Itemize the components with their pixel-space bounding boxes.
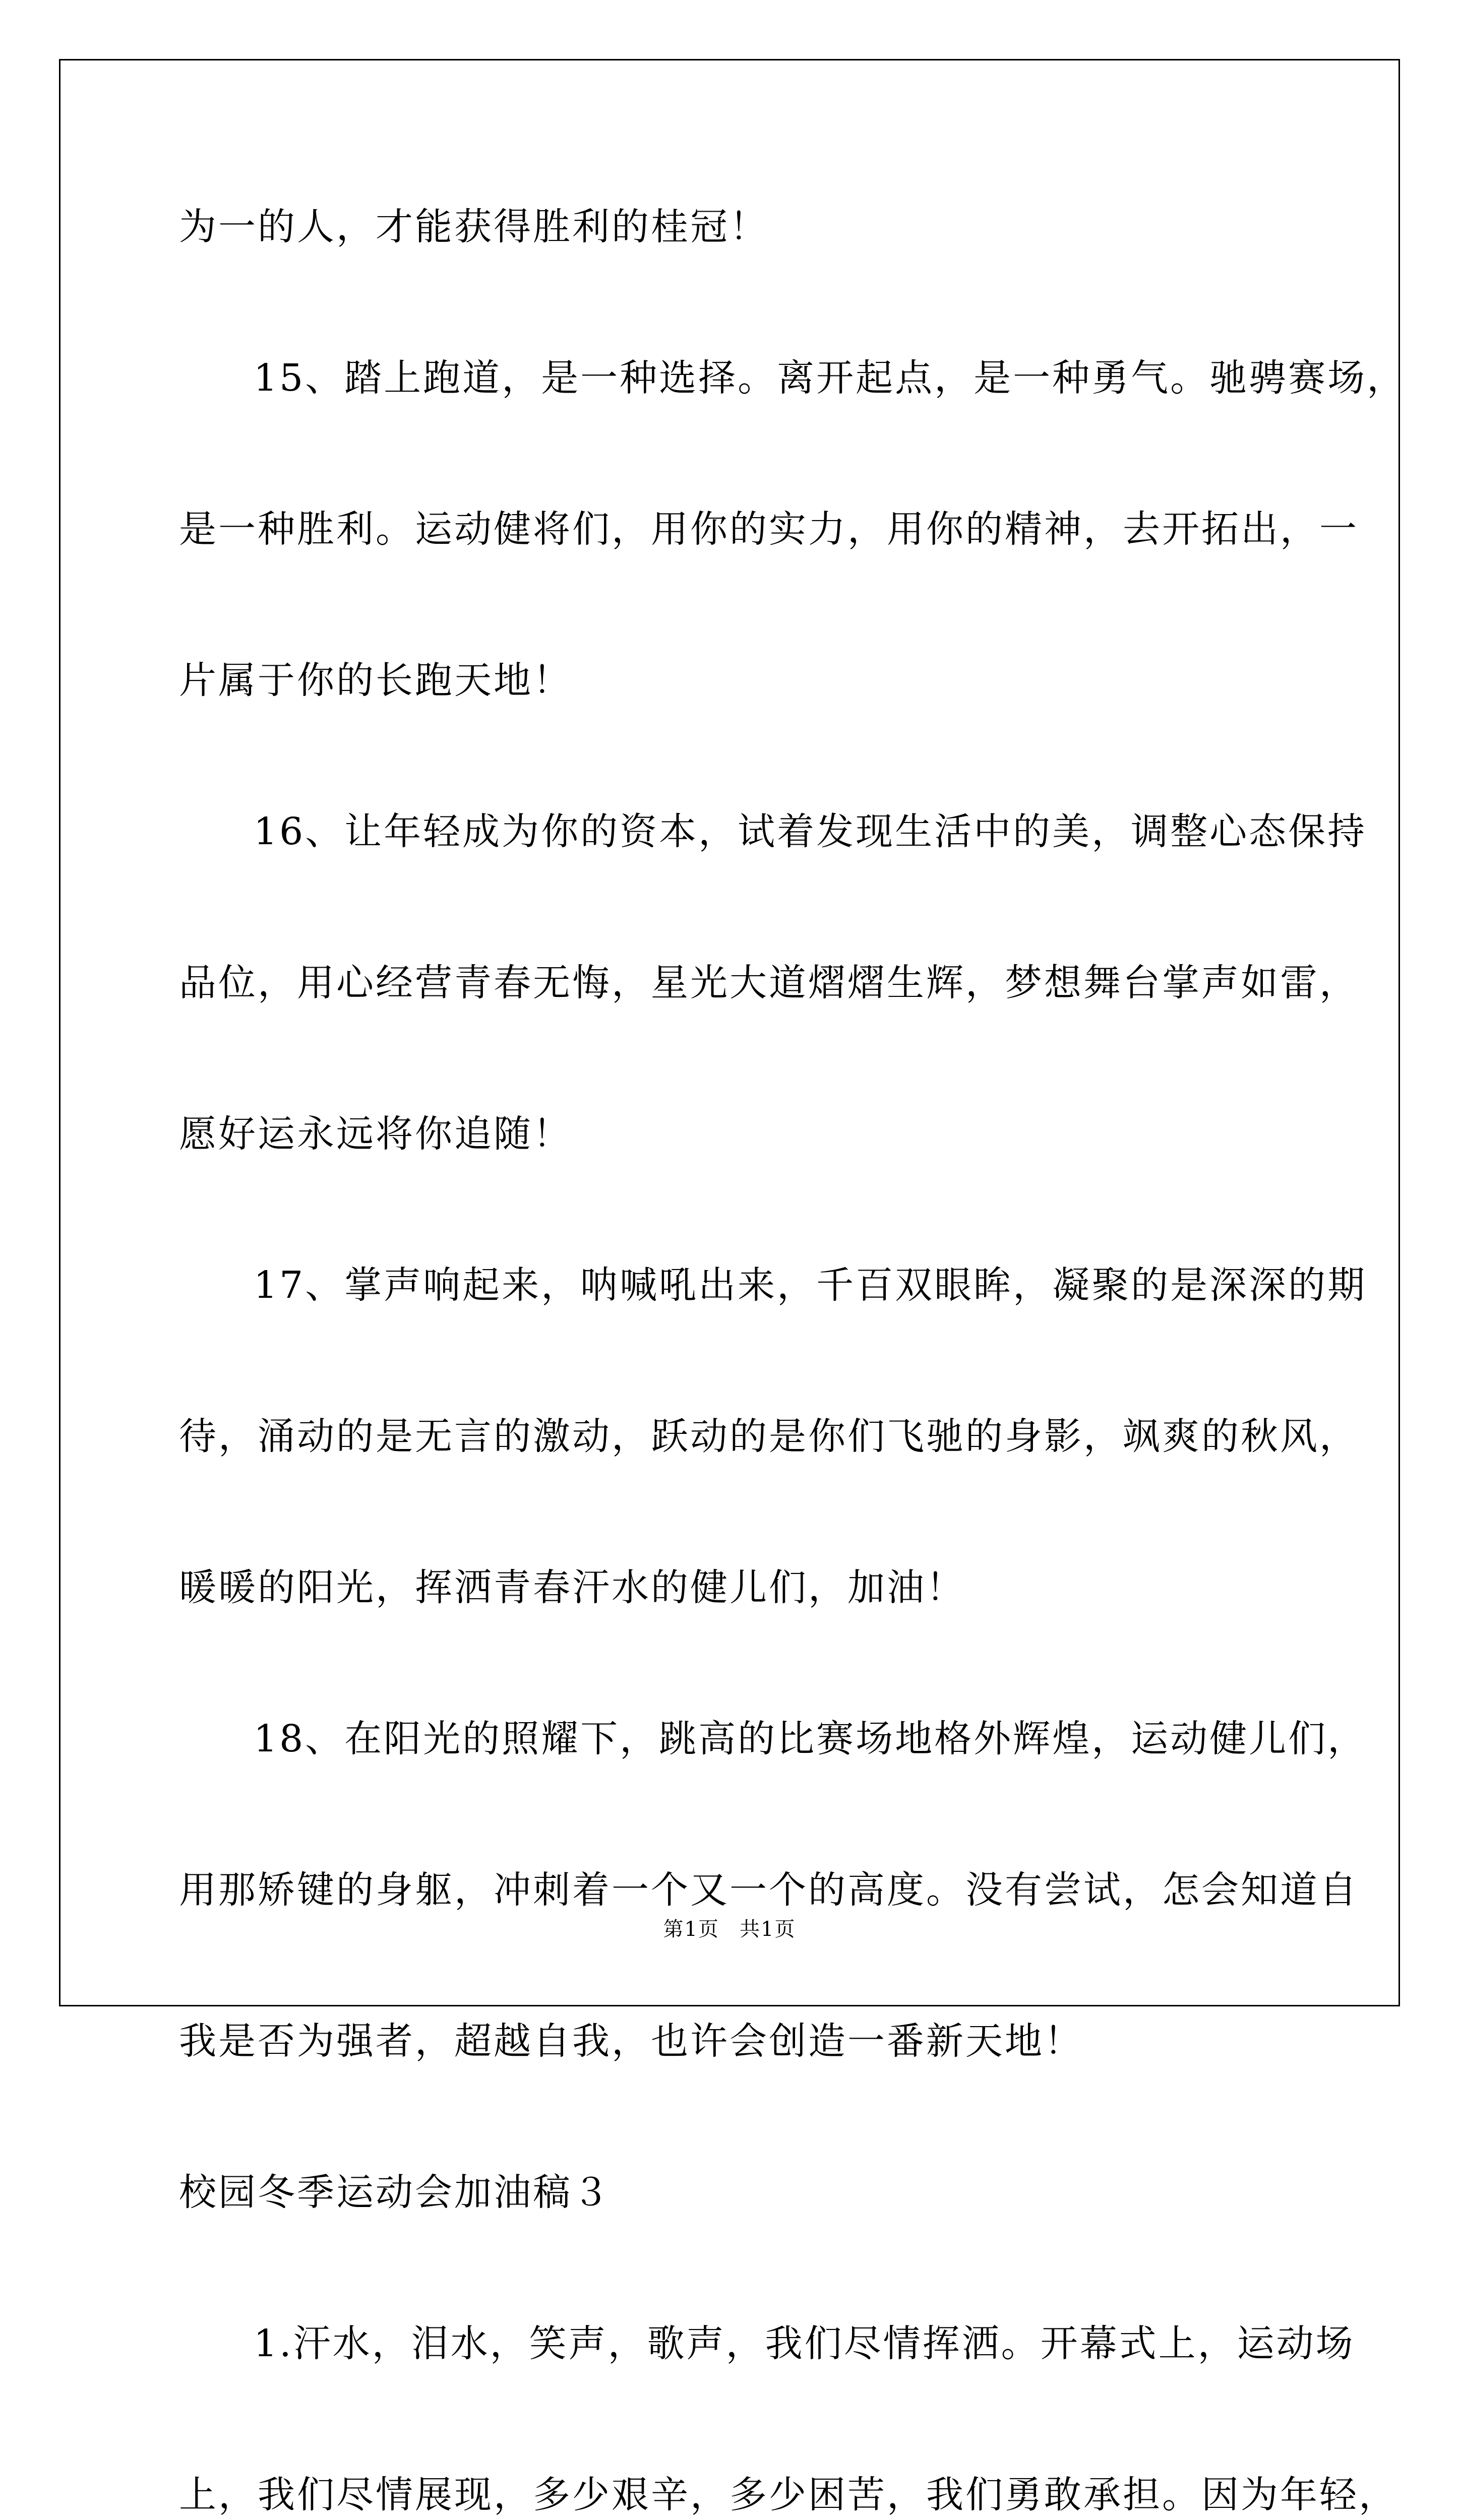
page-footer [0, 1914, 1459, 1944]
text-line: 为一的人，才能获得胜利的桂冠！ [179, 205, 769, 248]
paragraph-17-line-3: 暖暖的阳光，挥洒青春汗水的健儿们，加油！ [179, 1566, 965, 1609]
paragraph-18-line-2: 用那矫键的身躯，冲刺着一个又一个的高度。没有尝试，怎会知道自 [179, 1868, 1359, 1912]
page-total: 共1页 [740, 1918, 796, 1941]
paragraph-17-line-1: 17、掌声响起来，呐喊吼出来，千百双眼眸，凝聚的是深深的期 [254, 1264, 1367, 1307]
paragraph-15-line-1: 15、踏上跑道，是一种选择。离开起点，是一种勇气。驰骋赛场， [254, 356, 1407, 400]
paragraph-16-line-3: 愿好运永远将你追随！ [179, 1112, 572, 1156]
paragraph-1-line-2: 上，我们尽情展现，多少艰辛，多少困苦，我们勇敢承担。因为年轻， [179, 2473, 1398, 2516]
section-heading: 校园冬季运动会加油稿３ [179, 2171, 612, 2214]
paragraph-15-line-2: 是一种胜利。运动健将们，用你的实力，用你的精神，去开拓出，一 [179, 508, 1359, 551]
paragraph-18-line-3: 我是否为强者，超越自我，也许会创造一番新天地！ [179, 2020, 1083, 2063]
paragraph-17-line-2: 待，涌动的是无言的激动，跃动的是你们飞驰的身影，飒爽的秋风， [179, 1415, 1359, 1458]
page-number: 第1页 [663, 1918, 719, 1941]
document-body [179, 194, 1407, 2520]
paragraph-15-line-3: 片属于你的长跑天地！ [179, 659, 572, 702]
paragraph-16-line-1: 16、让年轻成为你的资本，试着发现生活中的美，调整心态保持 [254, 810, 1367, 853]
paragraph-18-line-1: 18、在阳光的照耀下，跳高的比赛场地格外辉煌，运动健儿们， [254, 1717, 1367, 1760]
paragraph-1-line-1: 1.汗水，泪水，笑声，歌声，我们尽情挥洒。开幕式上，运动场 [254, 2322, 1355, 2365]
paragraph-16-line-2: 品位，用心经营青春无悔，星光大道熠熠生辉，梦想舞台掌声如雷， [179, 961, 1359, 1004]
